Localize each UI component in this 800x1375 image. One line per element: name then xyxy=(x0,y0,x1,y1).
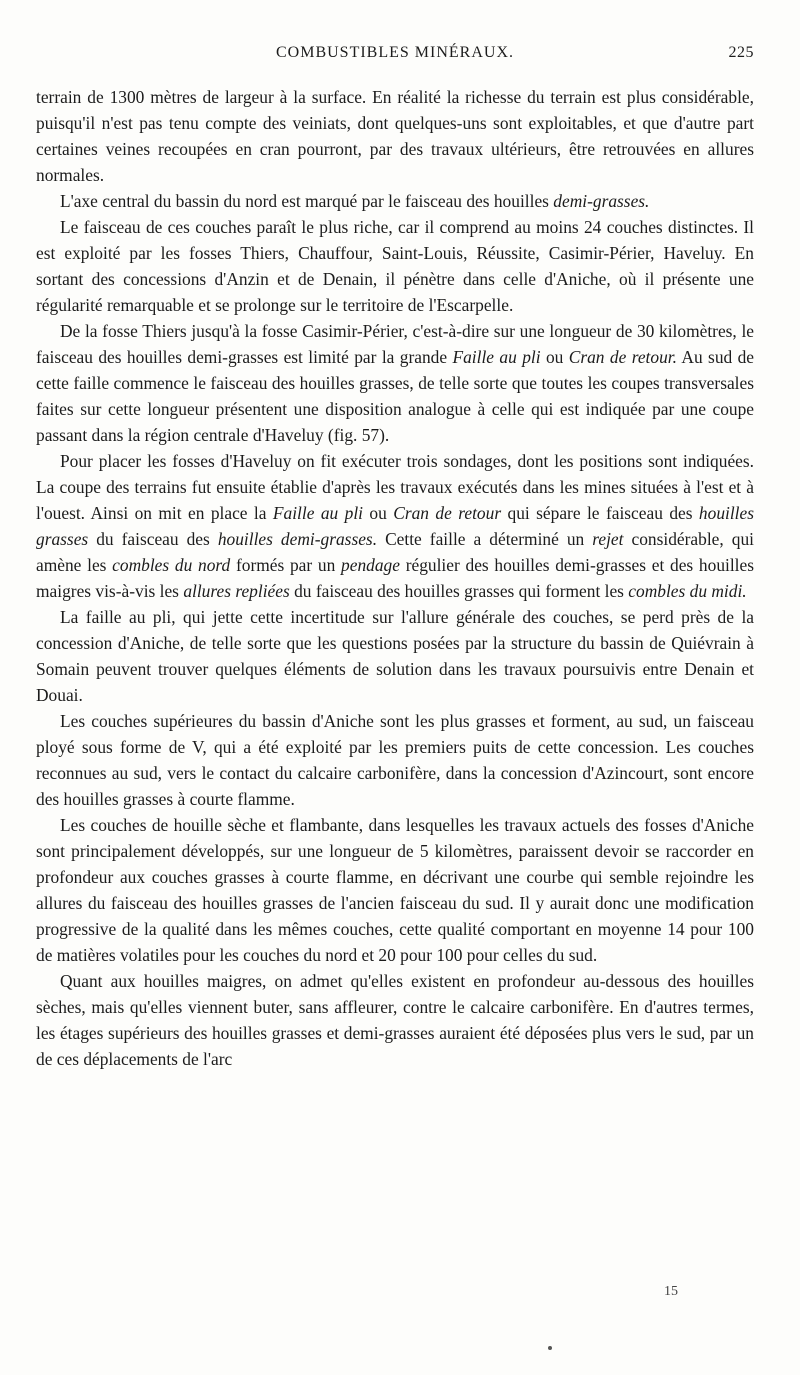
text-run: du faisceau des houilles grasses qui forment les xyxy=(289,581,629,601)
running-head xyxy=(36,44,754,68)
text-run: La faille au pli, qui jette cette incertitude sur l'allure générale des couches, se perd près de la concession d'Aniche, de telle sorte que les questions posées par la structure du bassin de Quiévrain à Somain peuvent trouver quelques éléments de solution dans les travaux poursuivis entre Denain et Douai. xyxy=(36,607,754,705)
italic-term: rejet xyxy=(592,529,624,549)
paragraph xyxy=(36,604,754,708)
printing-dot xyxy=(548,1346,552,1350)
italic-term: houilles grasses xyxy=(36,503,754,549)
paragraph xyxy=(36,812,754,968)
italic-term: Faille au pli xyxy=(452,347,541,367)
italic-term: pendage xyxy=(341,555,400,575)
running-title: COMBUSTIBLES MINÉRAUX. xyxy=(275,44,514,61)
italic-term: allures repliées xyxy=(183,581,290,601)
text-run: Les couches de houille sèche et flambante, dans lesquelles les travaux actuels des fosses d'Aniche sont principalement développés, sur une longueur de 5 kilomètres, paraissent devoir se raccorder en profondeur aux couches grasses à courte flamme, en décrivant une courbe qui semble rejoindre les allures du faisceau des houilles grasses de l'ancien faisceau du sud. Il y aurait donc une modification progressive de la qualité dans les mêmes couches, cette qualité comportant en moyenne 14 pour 100 de matières volatiles pour les couches du nord et 20 pour 100 pour celles du sud. xyxy=(36,815,754,965)
text-run: régulier des houilles demi-grasses et des houilles maigres vis-à-vis les xyxy=(36,555,755,601)
text-run: Pour placer les fosses d'Haveluy on fit exécuter trois sondages, dont les positions sont indiquées. La coupe des terrains fut ensuite établie d'après les travaux exécutés dans les mines situées à l'est et à l'ouest. Ainsi on mit en place la xyxy=(36,451,754,523)
text-run: ou xyxy=(540,347,569,367)
text-run: Le faisceau de ces couches paraît le plus riche, car il comprend au moins 24 couches distinctes. Il est exploité par les fosses Thiers, Chauffour, Saint-Louis, Réussite, Casimir-Périer, Haveluy. En sortant des concessions d'Anzin et de Denain, il pénètre dans celle d'Aniche, où il présente une régularité remarquable et se prolonge sur le territoire de l'Escarpelle. xyxy=(36,217,754,315)
text-run: Au sud de cette faille commence le faisceau des houilles grasses, de telle sorte que toutes les coupes transversales faites sur cette longueur présentent une disposition analogue à celle qui est indiquée par une coupe passant dans la région centrale d'Haveluy (fig. 57). xyxy=(36,347,755,445)
text-run: qui sépare le faisceau des xyxy=(501,503,699,523)
paragraph xyxy=(36,84,754,188)
paragraph xyxy=(36,214,754,318)
text-run: du faisceau des xyxy=(88,529,218,549)
text-run: L'axe central du bassin du nord est marqué par le faisceau des houilles xyxy=(60,191,554,211)
italic-term: houilles demi-grasses. xyxy=(217,529,378,549)
paragraph xyxy=(36,188,754,214)
text-run: Cette faille a déterminé un xyxy=(377,529,593,549)
paragraph xyxy=(36,968,754,1072)
paragraph xyxy=(36,708,754,812)
italic-term: combles du midi. xyxy=(628,581,747,601)
italic-term: Cran de retour xyxy=(393,503,502,523)
page-number: 225 xyxy=(728,44,754,61)
text-run: ou xyxy=(363,503,394,523)
text-run: Quant aux houilles maigres, on admet qu'elles existent en profondeur au-dessous des houilles sèches, mais qu'elles viennent buter, sans affleurer, contre le calcaire carbonifère. En d'autres termes, les étages supérieurs des houilles grasses et demi-grasses auraient été déposées plus vers le sud, par un de ces déplacements de l'arc xyxy=(36,971,754,1069)
text-run: terrain de 1300 mètres de largeur à la surface. En réalité la richesse du terrain est plus considérable, puisqu'il n'est pas tenu compte des veiniats, dont quelques-uns sont exploitables, et que d'autre part certaines veines recoupées en cran pourront, par des travaux ultérieurs, être retrouvées en allures normales. xyxy=(36,87,754,185)
paragraph xyxy=(36,448,754,604)
body-text xyxy=(36,84,754,1072)
text-run: considérable, qui amène les xyxy=(36,529,754,575)
italic-term: combles du nord xyxy=(112,555,231,575)
italic-term: Cran de retour. xyxy=(568,347,677,367)
text-run: De la fosse Thiers jusqu'à la fosse Casimir-Périer, c'est-à-dire sur une longueur de 30 kilomètres, le faisceau des houilles demi-grasses est limité par la grande xyxy=(36,321,754,367)
italic-term: demi-grasses. xyxy=(553,191,650,211)
paragraph xyxy=(36,318,754,448)
italic-term: Faille au pli xyxy=(272,503,364,523)
text-run: formés par un xyxy=(230,555,342,575)
text-run: Les couches supérieures du bassin d'Aniche sont les plus grasses et forment, au sud, un faisceau ployé sous forme de V, qui a été exploité par les premiers puits de cette concession. Les couches reconnues au sud, vers le contact du calcaire carbonifère, dans la concession d'Azincourt, sont encore des houilles grasses à courte flamme. xyxy=(36,711,754,809)
signature-mark: 15 xyxy=(664,1284,678,1299)
